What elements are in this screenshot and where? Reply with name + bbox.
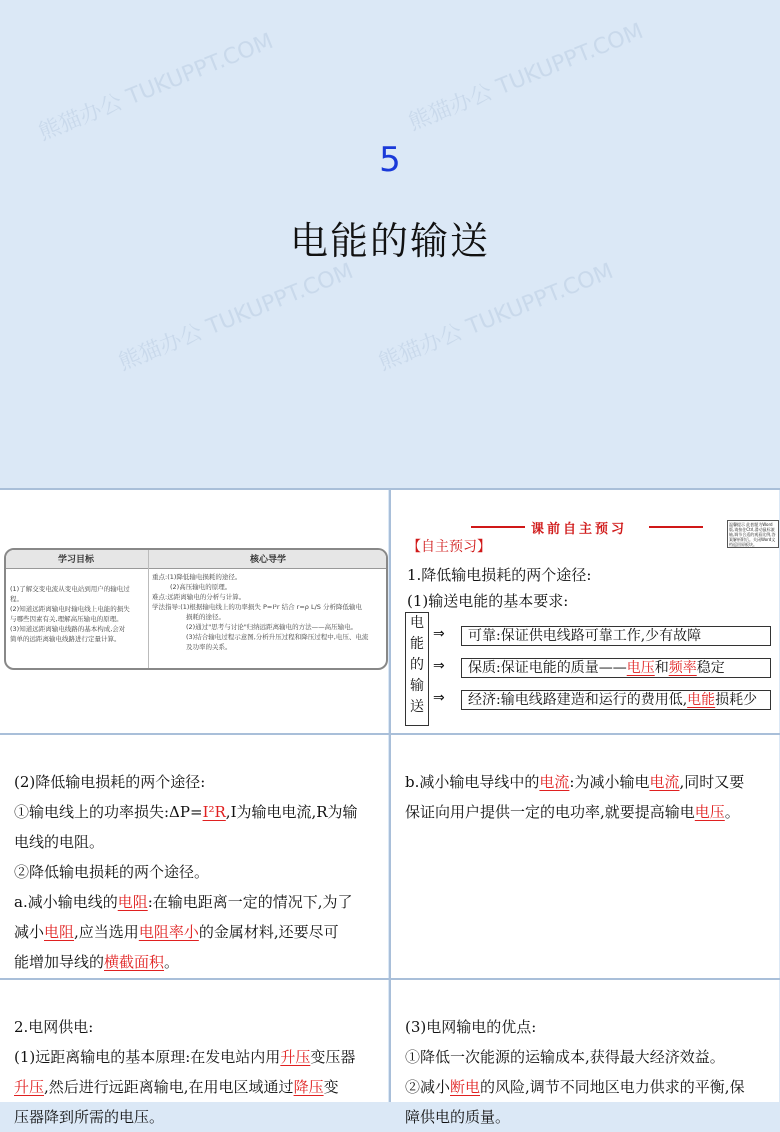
text-line: 2.电网供电: <box>14 1018 94 1036</box>
text-span: (1)远距离输电的基本原理:在发电站内用 <box>14 1048 281 1066</box>
table-line: (2)通过"思考与讨论"归纳远距离输电的方法——高压输电。 <box>186 623 358 631</box>
side-char: 电 <box>410 615 424 631</box>
text-span: :为减小输电 <box>569 773 650 791</box>
text-span: 的风险,调节不同地区电力供求的平衡,保 <box>480 1078 745 1096</box>
text-span: 变压器 <box>310 1048 356 1066</box>
text-line <box>14 1072 384 1102</box>
text-span: ①输电线上的功率损失:ΔP= <box>14 803 203 821</box>
answer-blank: 电压 <box>694 803 725 821</box>
question-1: 1.降低输电损耗的两个途径: <box>407 566 592 584</box>
text-span: 变 <box>323 1078 339 1096</box>
row-text: 损耗少 <box>715 692 758 708</box>
text-span: :在输电距离一定的情况下,为了 <box>147 893 353 911</box>
requirement-box <box>461 658 771 678</box>
notice-box: 温馨提示 此套题为Word版,请按住Ctrl,滑动鼠标滚轴,调节合适的观看比例,答案解析附后。关闭Word文档返回原板块。 <box>727 520 779 548</box>
current-reduction-panel <box>391 735 779 978</box>
text-span: 能增加导线的 <box>14 953 105 971</box>
arrow-icon: ⇒ <box>433 658 445 674</box>
text-line <box>14 797 384 827</box>
table-line: 损耗的途径。 <box>186 613 225 621</box>
objectives-panel <box>0 490 388 733</box>
loss-reduction-panel <box>0 735 388 978</box>
paragraph <box>14 1012 384 1132</box>
watermark: 熊猫办公 TUKUPPT.COM <box>405 18 647 136</box>
answer-blank: 电阻 <box>44 923 75 941</box>
row-text: 保质:保证电能的质量—— <box>468 660 627 676</box>
answer-blank: 电能 <box>687 692 716 708</box>
text-span: b.减小输电导线中的 <box>405 773 540 791</box>
requirement-box <box>461 690 771 710</box>
text-line: ②降低输电损耗的两个途径。 <box>14 863 210 881</box>
text-line: ①降低一次能源的运输成本,获得最大经济效益。 <box>405 1048 725 1066</box>
row-text: 和 <box>654 660 669 676</box>
table-line: (2)高压输电的原理。 <box>170 583 232 591</box>
text-line: 压器降到所需的电压。 <box>14 1108 165 1126</box>
question-1-sub: (1)输送电能的基本要求: <box>407 592 569 610</box>
table-line: (3)知道远距离输电线路的基本构成,会对 <box>10 625 126 633</box>
text-line: 电线的电阻。 <box>14 833 105 851</box>
arrow-icon: ⇒ <box>433 690 445 706</box>
title-slide <box>0 0 780 488</box>
requirement-row <box>433 690 763 710</box>
answer-blank: 电压 <box>626 660 655 676</box>
text-line <box>14 1042 384 1072</box>
grid-supply-panel <box>0 980 388 1126</box>
side-char: 输 <box>410 678 424 694</box>
text-span: ②减小 <box>405 1078 451 1096</box>
answer-blank: 电阻率小 <box>138 923 199 941</box>
table-line: (2)知道远距离输电时输电线上电能的损失 <box>10 605 130 613</box>
objectives-text <box>10 584 146 644</box>
table-line: (1)了解交变电流从变电站到用户的输电过 <box>10 585 130 593</box>
text-span: 。 <box>164 953 180 971</box>
table-line: 难点:远距离输电的分析与计算。 <box>152 593 246 601</box>
answer-blank: 降压 <box>293 1078 324 1096</box>
table-line: 学法指导:(1)根据输电线上的功率损失 P=I²r 结合 r=ρ L/S 分析降低输电 <box>152 603 362 611</box>
requirement-row <box>433 658 763 678</box>
text-span: ,同时又要 <box>679 773 745 791</box>
row-text: 经济:输电线路建造和运行的费用低, <box>468 692 688 708</box>
answer-blank: 电流 <box>539 773 570 791</box>
table-header-cell: 学习目标 <box>58 555 95 565</box>
text-line <box>405 1072 775 1102</box>
table-header <box>6 550 386 569</box>
answer-blank: 电阻 <box>117 893 148 911</box>
text-line: (3)电网输电的优点: <box>405 1018 537 1036</box>
watermark: 熊猫办公 TUKUPPT.COM <box>375 258 617 376</box>
side-char: 的 <box>410 657 424 673</box>
text-line <box>14 947 384 977</box>
table-line: (3)结合输电过程示意图,分析升压过程和降压过程中,电压、电流 <box>186 633 369 641</box>
text-span: ,然后进行远距离输电,在用电区域通过 <box>44 1078 294 1096</box>
chapter-number: 5 <box>379 140 401 180</box>
text-span: 的金属材料,还要尽可 <box>198 923 339 941</box>
guide-text <box>152 572 384 652</box>
banner-title: 课前自主预习 <box>531 522 628 537</box>
objectives-table <box>4 548 388 670</box>
section-banner <box>471 520 691 536</box>
answer-blank: 频率 <box>668 660 697 676</box>
answer-blank: 横截面积 <box>104 953 165 971</box>
side-char: 能 <box>410 636 424 652</box>
arrow-icon: ⇒ <box>433 626 445 642</box>
watermark: 熊猫办公 TUKUPPT.COM <box>35 28 277 146</box>
answer-blank: 升压 <box>280 1048 311 1066</box>
side-label <box>405 612 429 726</box>
text-line <box>405 767 775 797</box>
watermark: 熊猫办公 TUKUPPT.COM <box>115 258 357 376</box>
paragraph <box>405 767 775 827</box>
table-line: 简单的远距离输电线路进行定量计算。 <box>10 635 121 643</box>
text-line <box>405 797 775 827</box>
paragraph <box>405 1012 775 1132</box>
text-line <box>14 887 384 917</box>
preview-panel <box>391 490 779 733</box>
requirement-row <box>433 626 763 646</box>
text-span: ,I为输电电流,R为输 <box>225 803 358 821</box>
table-line: 程。 <box>10 595 23 603</box>
table-line: 及功率的关系。 <box>186 643 232 651</box>
page-title: 电能的输送 <box>289 219 490 263</box>
table-line: 重点:(1)降低输电损耗的途径。 <box>152 573 242 581</box>
requirement-box <box>461 626 771 646</box>
text-span: 减小 <box>14 923 45 941</box>
text-line: (2)降低输电损耗的两个途径: <box>14 773 206 791</box>
answer-blank: 升压 <box>14 1078 45 1096</box>
side-char: 送 <box>410 699 424 715</box>
grid-advantages-panel <box>391 980 779 1126</box>
answer-blank: 电流 <box>649 773 680 791</box>
section-tag: 【自主预习】 <box>407 539 491 555</box>
text-line <box>14 917 384 947</box>
text-span: 保证向用户提供一定的电功率,就要提高输电 <box>405 803 695 821</box>
text-span: a.减小输电线的 <box>14 893 118 911</box>
row-text: 可靠:保证供电线路可靠工作,少有故障 <box>468 628 702 644</box>
table-header-cell: 核心导学 <box>250 555 287 565</box>
table-line: 与哪些因素有关,理解高压输电的原理。 <box>10 615 123 623</box>
text-span: ,应当选用 <box>74 923 139 941</box>
text-span: 。 <box>724 803 740 821</box>
text-line: 障供电的质量。 <box>405 1108 511 1126</box>
paragraph <box>14 767 384 977</box>
row-text: 稳定 <box>696 660 725 676</box>
answer-blank: I²R <box>202 803 226 821</box>
answer-blank: 断电 <box>450 1078 481 1096</box>
